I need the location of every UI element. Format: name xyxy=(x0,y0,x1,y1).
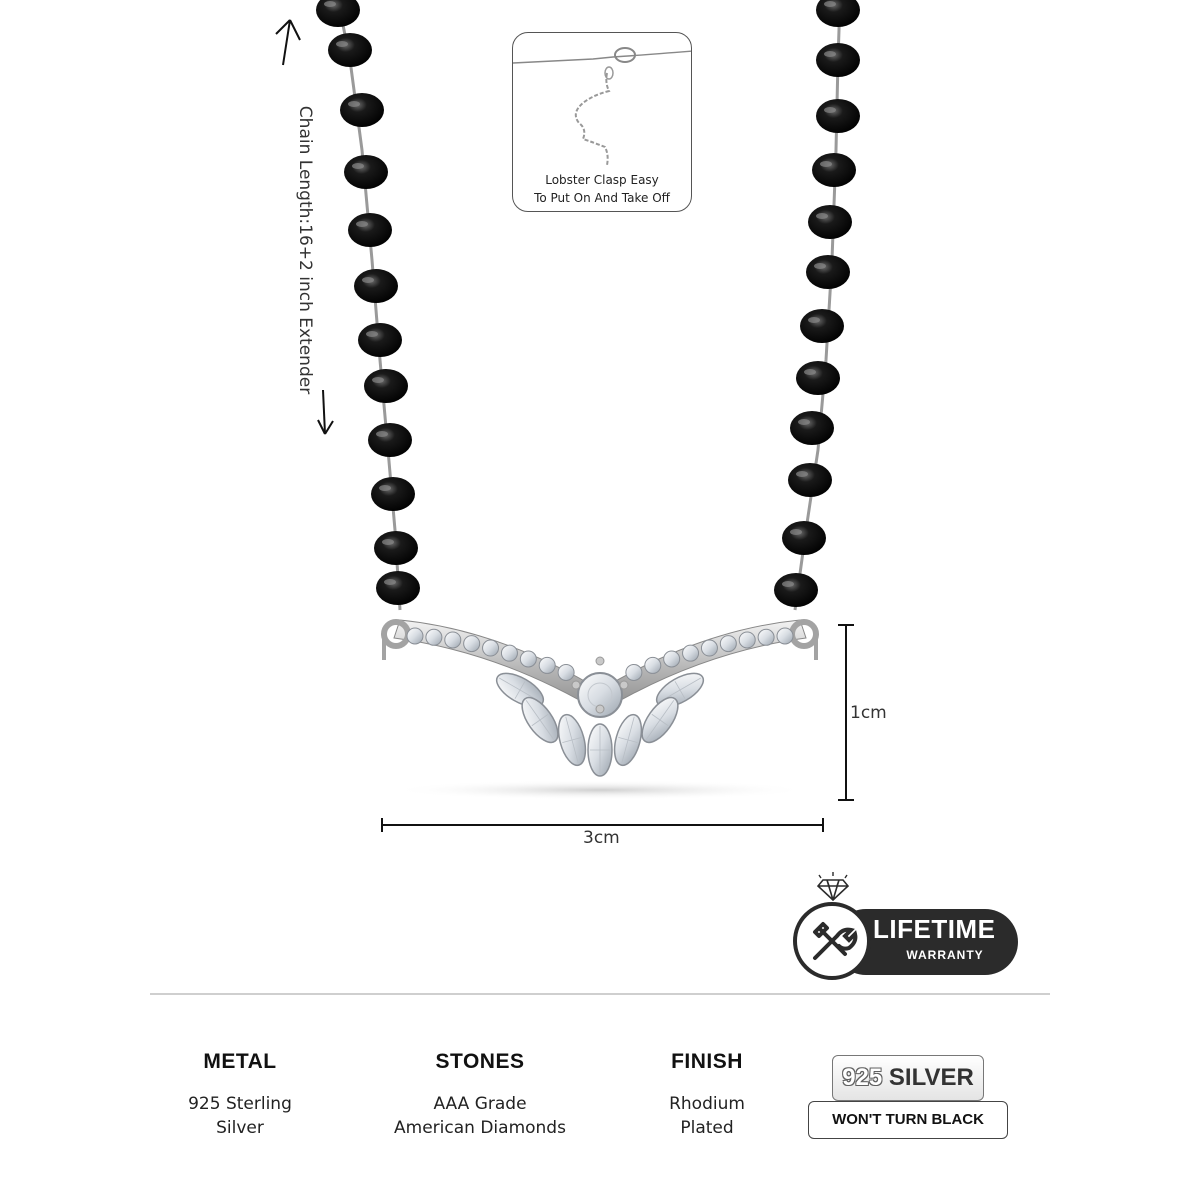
bead xyxy=(358,323,402,357)
bar-stone xyxy=(445,632,461,648)
tools-icon xyxy=(797,906,867,976)
bead-highlight xyxy=(324,1,336,7)
bead-highlight xyxy=(376,431,388,437)
marquise-stone xyxy=(588,724,612,776)
bead xyxy=(782,521,826,555)
bead-highlight xyxy=(382,539,394,545)
clasp-inset xyxy=(512,32,692,212)
pendant-shadow xyxy=(390,780,810,800)
bar-stone xyxy=(464,636,480,652)
bar-stone xyxy=(483,640,499,656)
bead-highlight xyxy=(379,485,391,491)
bead xyxy=(344,155,388,189)
height-label: 1cm xyxy=(850,703,887,723)
bead-highlight xyxy=(796,471,808,477)
bead-highlight xyxy=(384,579,396,585)
warranty-circle xyxy=(793,902,871,980)
bead xyxy=(328,33,372,67)
bead-highlight xyxy=(808,317,820,323)
width-label: 3cm xyxy=(583,828,620,848)
spec-stones xyxy=(370,1050,590,1140)
silver-number: 925 xyxy=(842,1064,883,1091)
bar-stone xyxy=(758,629,774,645)
bar-stone xyxy=(739,632,755,648)
bead xyxy=(788,463,832,497)
bead-highlight xyxy=(798,419,810,425)
bar-stone xyxy=(520,651,536,667)
bead-highlight xyxy=(804,369,816,375)
spec-value-line: American Diamonds xyxy=(394,1118,566,1138)
prong xyxy=(596,657,604,665)
bar-stone xyxy=(626,664,642,680)
bead-highlight xyxy=(348,101,360,107)
spec-heading: STONES xyxy=(435,1050,525,1073)
spec-value-line: Plated xyxy=(680,1118,734,1138)
prong xyxy=(572,681,580,689)
bar-stone xyxy=(701,640,717,656)
bead xyxy=(340,93,384,127)
warranty-subtitle: WARRANTY xyxy=(906,948,984,962)
bead xyxy=(774,573,818,607)
bead-highlight xyxy=(356,221,368,227)
bead xyxy=(816,43,860,77)
section-divider xyxy=(150,993,1050,995)
bead xyxy=(371,477,415,511)
bead-highlight xyxy=(336,41,348,47)
spec-value-line: Rhodium xyxy=(669,1094,745,1114)
bead xyxy=(816,99,860,133)
bead-highlight xyxy=(352,163,364,169)
spec-value-line: Silver xyxy=(216,1118,264,1138)
bead-highlight xyxy=(824,51,836,57)
bar-stone xyxy=(501,645,517,661)
bead xyxy=(812,153,856,187)
spec-value xyxy=(370,1092,590,1140)
bar-stone xyxy=(539,657,555,673)
prong xyxy=(620,681,628,689)
bead-highlight xyxy=(824,107,836,113)
lobster-clasp-icon xyxy=(513,33,692,173)
bar-stone xyxy=(426,629,442,645)
bead-highlight xyxy=(816,213,828,219)
bar-stone xyxy=(720,636,736,652)
bead xyxy=(354,269,398,303)
right-chain xyxy=(795,0,840,610)
bead-highlight xyxy=(782,581,794,587)
bead xyxy=(376,571,420,605)
marquise-stone xyxy=(554,712,591,768)
bead xyxy=(368,423,412,457)
bead xyxy=(800,309,844,343)
clasp-note-line-2: To Put On And Take Off xyxy=(534,191,670,205)
spec-metal xyxy=(130,1050,350,1140)
bead-highlight xyxy=(820,161,832,167)
bar-stone xyxy=(683,645,699,661)
clasp-note-line-1: Lobster Clasp Easy xyxy=(545,173,659,187)
clasp-note xyxy=(513,171,691,207)
spec-finish xyxy=(597,1050,817,1140)
bead-highlight xyxy=(814,263,826,269)
prong xyxy=(596,705,604,713)
bead xyxy=(364,369,408,403)
bead xyxy=(790,411,834,445)
bead-highlight xyxy=(372,377,384,383)
no-tarnish-badge: WON'T TURN BLACK xyxy=(808,1101,1008,1139)
bar-stone xyxy=(558,664,574,680)
spec-value xyxy=(130,1092,350,1140)
spec-value xyxy=(597,1092,817,1140)
warranty-title: LIFETIME xyxy=(873,914,996,944)
diamond-icon xyxy=(815,872,851,902)
bead xyxy=(316,0,360,27)
bar-stone xyxy=(664,651,680,667)
spec-value-line: 925 Sterling xyxy=(188,1094,292,1114)
flower-cluster xyxy=(491,657,708,776)
bar-stone xyxy=(777,628,793,644)
spec-heading: METAL xyxy=(203,1050,277,1073)
bead-highlight xyxy=(824,1,836,7)
bead xyxy=(348,213,392,247)
bead xyxy=(796,361,840,395)
bead-highlight xyxy=(790,529,802,535)
bar-stone xyxy=(645,657,661,673)
left-chain xyxy=(338,0,400,610)
marquise-stone xyxy=(610,712,647,768)
lifetime-warranty-badge xyxy=(793,872,1025,992)
bar-stone xyxy=(407,628,423,644)
925-silver-badge xyxy=(832,1055,984,1101)
bead xyxy=(374,531,418,565)
spec-heading: FINISH xyxy=(671,1050,743,1073)
spec-value-line: AAA Grade xyxy=(433,1094,527,1114)
bead xyxy=(816,0,860,27)
silver-word: SILVER xyxy=(888,1064,974,1091)
chain-length-label: Chain Length:16+2 inch Extender xyxy=(295,105,315,395)
bead xyxy=(806,255,850,289)
bead xyxy=(808,205,852,239)
bead-highlight xyxy=(362,277,374,283)
bead-highlight xyxy=(366,331,378,337)
